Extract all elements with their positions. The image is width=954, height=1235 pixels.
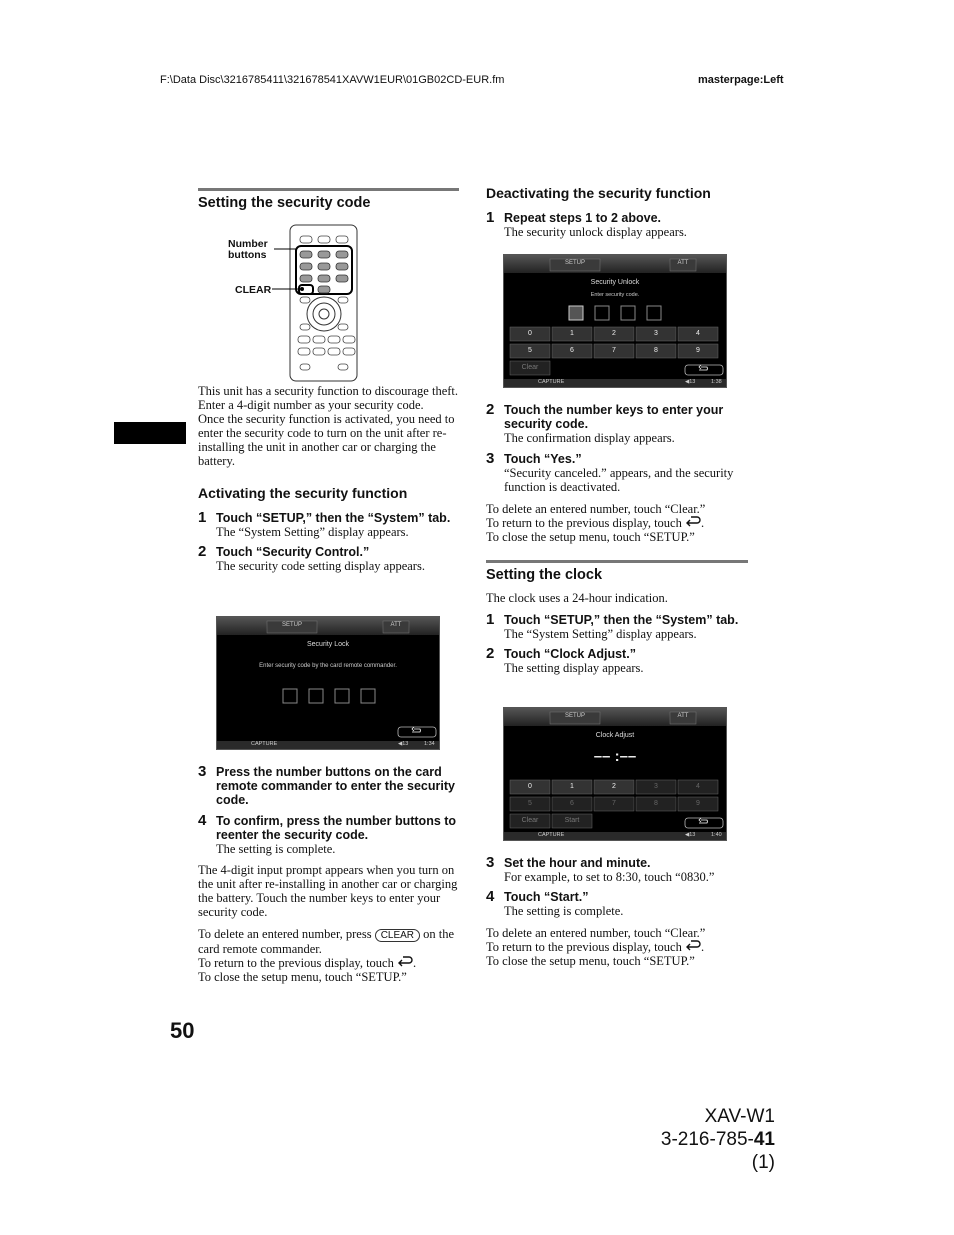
step-number: 2 (486, 401, 495, 418)
att-tab-label: ATT (390, 622, 402, 628)
key-4[interactable]: 4 (696, 330, 700, 337)
volume-value: 13 (689, 832, 696, 838)
security-unlock-screen (503, 254, 727, 388)
note-close: To close the setup menu, touch “SETUP.” (198, 970, 407, 984)
note-return: To return to the previous display, touch . (198, 956, 417, 970)
step-number: 1 (198, 509, 207, 526)
key-6[interactable]: 6 (570, 800, 574, 807)
step-title: Repeat steps 1 to 2 above. (504, 211, 662, 225)
deactivating-step-3 (486, 452, 748, 494)
chapter-tab-marker (114, 422, 186, 444)
start-key[interactable]: Start (564, 817, 580, 824)
key-1[interactable]: 1 (570, 330, 574, 337)
step-desc: The confirmation display appears. (504, 431, 675, 445)
part-prefix: 3-216-785- (660, 1129, 754, 1150)
file-path: F:\Data Disc\3216785411\321678541XAVW1EUR\01GB02CD-EUR.fm (160, 74, 505, 86)
clear-key[interactable]: Clear (521, 817, 539, 824)
key-5[interactable]: 5 (528, 347, 532, 354)
step-desc: The setting is complete. (504, 904, 624, 918)
step-title: Set the hour and minute. (504, 856, 651, 870)
section-rule (486, 560, 748, 563)
screen-title: Security Lock (306, 641, 350, 648)
step-number: 1 (486, 611, 495, 628)
step-number: 4 (486, 888, 495, 905)
step-number: 3 (486, 854, 495, 871)
note-return-text: To return to the previous display, touch (486, 516, 682, 530)
security-lock-screen (216, 616, 440, 750)
note-delete-text: To delete an entered number, press (198, 927, 372, 941)
return-icon (685, 940, 701, 952)
setup-tab-label: SETUP (281, 622, 302, 628)
part-number (640, 1128, 775, 1174)
setup-tab-label: SETUP (564, 713, 585, 719)
section-title-security-code: Setting the security code (198, 195, 371, 211)
section-title-activating: Activating the security function (198, 485, 408, 501)
part-bold: 41 (753, 1129, 775, 1150)
left-column (198, 188, 459, 211)
page-number: 50 (170, 1018, 195, 1043)
note-input-prompt: The 4-digit input prompt appears when you turn on the unit after re-installing in another car or charging the battery. Touch the number keys to enter your security code. (198, 863, 458, 919)
activating-step-3 (198, 765, 460, 807)
volume-indicator: ◀13 (685, 379, 696, 385)
masterpage-label: masterpage:Left (698, 74, 784, 86)
return-icon (685, 516, 701, 528)
note-return-text: To return to the previous display, touch (198, 956, 394, 970)
clear-label: CLEAR (235, 284, 272, 296)
note-delete: To delete an entered number, touch “Clear.” (486, 926, 706, 940)
key-5[interactable]: 5 (528, 800, 532, 807)
step-title: Touch “Clock Adjust.” (504, 647, 636, 661)
intro-paragraph-2: Once the security function is activated, you need to enter the security code to turn on the unit after re-installing the unit in another car or charging the battery. (198, 412, 455, 468)
clear-button-glyph: CLEAR (375, 929, 420, 942)
note-return: To return to the previous display, touch . (486, 516, 705, 530)
step-title: Touch the number keys to enter your security code. (504, 403, 724, 431)
volume-indicator: ◀13 (685, 832, 696, 838)
key-9[interactable]: 9 (696, 347, 700, 354)
clock-display: –– :–– (593, 748, 637, 765)
capture-label: CAPTURE (251, 741, 278, 747)
number-buttons-label: Number buttons (228, 238, 268, 261)
step-title: Touch “Security Control.” (216, 545, 370, 559)
clear-key[interactable]: Clear (521, 364, 539, 371)
volume-indicator: ◀13 (398, 741, 409, 747)
section-rule (198, 188, 459, 191)
att-tab-label: ATT (677, 260, 689, 266)
step-title: Touch “Yes.” (504, 452, 582, 466)
intro-paragraph-1: This unit has a security function to discourage theft. Enter a 4-digit number as your security code. (198, 384, 459, 412)
key-9[interactable]: 9 (696, 800, 700, 807)
note-close: To close the setup menu, touch “SETUP.” (486, 954, 695, 968)
step-desc: The setting is complete. (216, 842, 336, 856)
clock-time: 1:40 (711, 832, 722, 838)
note-delete: To delete an entered number, touch “Clear.” (486, 502, 706, 516)
screen-title: Security Unlock (590, 279, 640, 286)
part-suffix: (1) (751, 1152, 775, 1173)
step-title: To confirm, press the number buttons to reenter the security code. (216, 814, 457, 842)
key-8[interactable]: 8 (654, 800, 658, 807)
screen-message: Enter security code. (590, 292, 640, 298)
clock-step-1 (486, 613, 748, 641)
clock-time: 1:34 (424, 741, 435, 747)
volume-value: 13 (402, 741, 409, 747)
step-title: Press the number buttons on the card remote commander to enter the security code. (216, 765, 455, 807)
key-2[interactable]: 2 (612, 330, 616, 337)
att-tab-label: ATT (677, 713, 689, 719)
screen-message: Enter security code by the card remote commander. (259, 663, 397, 669)
clock-adjust-screen (503, 707, 727, 841)
step-desc: The “System Setting” display appears. (504, 627, 697, 641)
key-8[interactable]: 8 (654, 347, 658, 354)
clock-step-2 (486, 647, 748, 675)
key-3[interactable]: 3 (654, 330, 658, 337)
key-7[interactable]: 7 (612, 800, 616, 807)
clock-step-4 (486, 890, 748, 918)
step-title: Touch “Start.” (504, 890, 589, 904)
note-close: To close the setup menu, touch “SETUP.” (486, 530, 695, 544)
step-number: 3 (198, 763, 207, 780)
note-return: To return to the previous display, touch . (486, 940, 705, 954)
step-number: 3 (486, 450, 495, 467)
note-delete (198, 927, 460, 956)
return-icon (397, 956, 413, 968)
step-desc: The security unlock display appears. (504, 225, 687, 239)
model-info (640, 1105, 775, 1174)
key-6[interactable]: 6 (570, 347, 574, 354)
step-desc: “Security canceled.” appears, and the security function is deactivated. (504, 466, 734, 494)
activating-step-4 (198, 814, 460, 856)
deactivating-step-2 (486, 403, 748, 445)
clock-time: 1:38 (711, 379, 722, 385)
remote-illustration (228, 224, 378, 382)
setup-tab-label: SETUP (564, 260, 585, 266)
screen-title: Clock Adjust (595, 732, 635, 739)
key-1[interactable]: 1 (570, 783, 574, 790)
volume-value: 13 (689, 379, 696, 385)
key-0[interactable]: 0 (528, 783, 532, 790)
step-number: 4 (198, 812, 207, 829)
key-4[interactable]: 4 (696, 783, 700, 790)
step-number: 1 (486, 209, 495, 226)
capture-label: CAPTURE (538, 379, 565, 385)
step-title: Touch “SETUP,” then the “System” tab. (504, 613, 739, 627)
step-number: 2 (486, 645, 495, 662)
note-delete-text-2: on the card remote commander. (198, 927, 455, 956)
clock-intro: The clock uses a 24-hour indication. (486, 591, 668, 605)
section-title-deactivating: Deactivating the security function (486, 185, 711, 201)
activating-step-1 (198, 511, 460, 539)
key-0[interactable]: 0 (528, 330, 532, 337)
key-3[interactable]: 3 (654, 783, 658, 790)
remote-commander-icon (272, 224, 378, 382)
activating-step-2 (198, 545, 460, 573)
step-desc: For example, to set to 8:30, touch “0830.” (504, 870, 715, 884)
step-desc: The security code setting display appears. (216, 559, 425, 573)
capture-label: CAPTURE (538, 832, 565, 838)
model-name: XAV-W1 (704, 1106, 775, 1127)
step-desc: The “System Setting” display appears. (216, 525, 409, 539)
clock-step-3 (486, 856, 748, 884)
key-7[interactable]: 7 (612, 347, 616, 354)
section-title-clock: Setting the clock (486, 567, 603, 583)
note-return-text: To return to the previous display, touch (486, 940, 682, 954)
step-title: Touch “SETUP,” then the “System” tab. (216, 511, 451, 525)
step-desc: The setting display appears. (504, 661, 644, 675)
step-number: 2 (198, 543, 207, 560)
key-2[interactable]: 2 (612, 783, 616, 790)
deactivating-step-1 (486, 211, 748, 239)
